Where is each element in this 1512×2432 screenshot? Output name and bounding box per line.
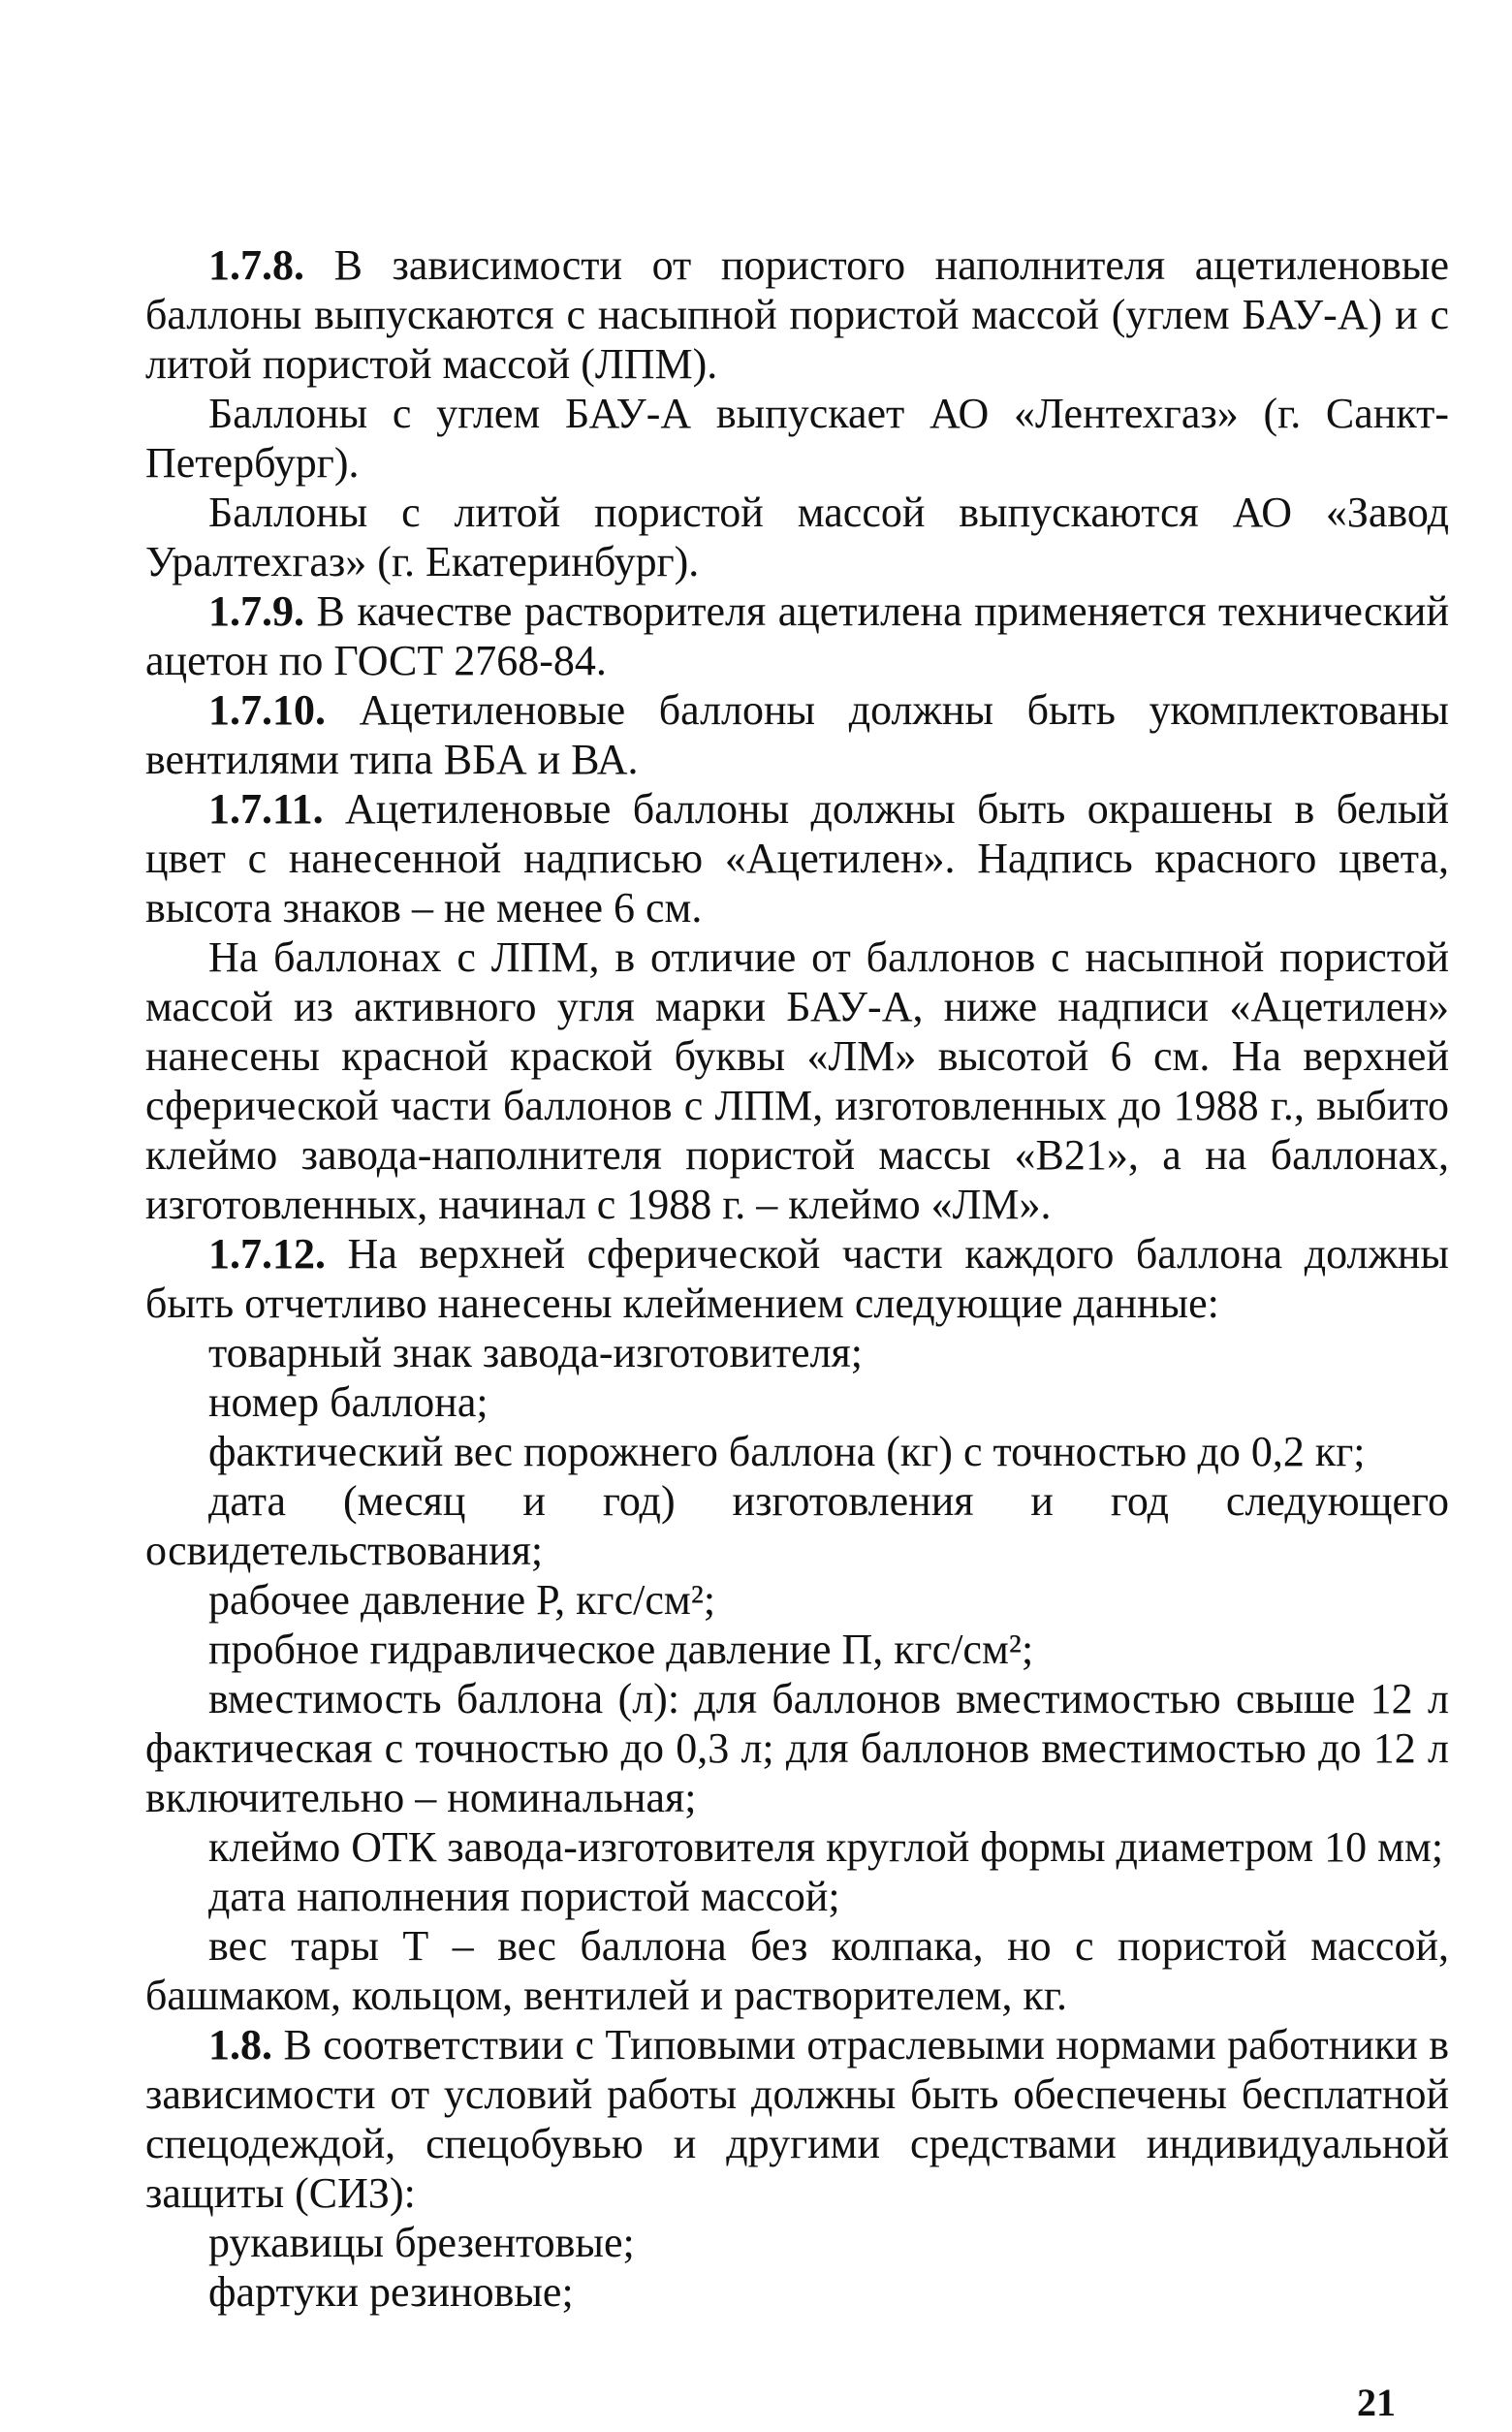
- paragraph-1-7-12: [145, 1229, 1449, 1328]
- list-item-text: фартуки резиновые;: [208, 2268, 574, 2316]
- page-number: 21: [1357, 2381, 1396, 2424]
- paragraph-text: Ацетиленовые баллоны должны быть окрашены в белый цвет с нанесенной надписью «Ацетилен». Надпись красного цвета, высота знаков – не менее 6 см.: [145, 785, 1449, 932]
- list-item: [145, 1625, 1449, 1674]
- list-item-text: фактический вес порожнего баллона (кг) с точностью до 0,2 кг;: [208, 1428, 1366, 1475]
- section-number: 1.7.11.: [208, 785, 324, 833]
- list-item: [145, 1377, 1449, 1427]
- list-item-text: рукавицы брезентовые;: [208, 2219, 635, 2266]
- list-item: [145, 1921, 1449, 2020]
- section-number: 1.7.12.: [208, 1230, 326, 1278]
- list-item: [145, 1674, 1449, 1822]
- paragraph-1-7-11: [145, 784, 1449, 932]
- section-number: 1.7.8.: [208, 241, 304, 289]
- paragraph-text: В зависимости от пористого наполнителя ацетиленовые баллоны выпускаются с насыпной пористой массой (углем БАУ-А) и с литой пористой массой (ЛПМ).: [145, 241, 1449, 388]
- paragraph-lentekhgaz: [145, 389, 1449, 488]
- list-item-text: номер баллона;: [208, 1378, 488, 1426]
- list-item-text: рабочее давление Р, кгс/см²;: [208, 1576, 716, 1624]
- list-item-text: пробное гидравлическое давление П, кгс/см²;: [208, 1626, 1034, 1673]
- list-item: [145, 1822, 1449, 1872]
- paragraph-1-7-9: [145, 586, 1449, 685]
- list-item: [145, 1575, 1449, 1625]
- list-item: [145, 1427, 1449, 1476]
- list-item: [145, 1328, 1449, 1377]
- list-item-text: вместимость баллона (л): для баллонов вместимостью свыше 12 л фактическая с точностью до 0,3 л; для баллонов вместимостью до 12 л включительно – номинальная;: [145, 1675, 1449, 1821]
- list-item: [145, 1476, 1449, 1575]
- paragraph-1-7-8: [145, 240, 1449, 389]
- list-item: [145, 2267, 1449, 2317]
- paragraph-text: На верхней сферической части каждого баллона должны быть отчетливо нанесены клеймением следующие данные:: [145, 1230, 1449, 1327]
- section-number: 1.7.9.: [208, 587, 304, 635]
- paragraph-text: В качестве растворителя ацетилена применяется технический ацетон по ГОСТ 2768-84.: [145, 587, 1449, 684]
- list-item-text: дата наполнения пористой массой;: [208, 1873, 840, 1920]
- paragraph-text: В соответствии с Типовыми отраслевыми нормами работники в зависимости от условий работы должны быть обеспечены бесплатной спецодеждой, спецобувью и другими средствами индивидуальной защиты (СИЗ):: [145, 2021, 1449, 2217]
- paragraph-text: Баллоны с литой пористой массой выпускаются АО «Завод Уралтехгаз» (г. Екатеринбург).: [145, 489, 1449, 585]
- paragraph-uraltekhgaz: [145, 488, 1449, 586]
- list-item-text: дата (месяц и год) изготовления и год следующего освидетельствования;: [145, 1477, 1449, 1574]
- list-item: [145, 2218, 1449, 2267]
- list-item-text: клеймо ОТК завода-изготовителя круглой формы диаметром 10 мм;: [208, 1823, 1444, 1871]
- list-item: [145, 1872, 1449, 1921]
- paragraph-lpm-marking: [145, 932, 1449, 1229]
- paragraph-text: На баллонах с ЛПМ, в отличие от баллонов с насыпной пористой массой из активного угля марки БАУ-А, ниже надписи «Ацетилен» нанесены красной краской буквы «ЛМ» высотой 6 см. На верхней сферической части баллонов с ЛПМ, изготовленных до 1988 г., выбито клеймо завода-наполнителя пористой массы «В21», а на баллонах, изготовленных, начинал с 1988 г. – клеймо «ЛМ».: [145, 933, 1449, 1228]
- paragraph-1-7-10: [145, 685, 1449, 784]
- list-item-text: товарный знак завода-изготовителя;: [208, 1329, 863, 1376]
- paragraph-1-8: [145, 2020, 1449, 2218]
- page-body: [145, 240, 1449, 2317]
- paragraph-text: Ацетиленовые баллоны должны быть укомплектованы вентилями типа ВБА и ВА.: [145, 686, 1449, 783]
- section-number: 1.8.: [208, 2021, 272, 2069]
- section-number: 1.7.10.: [208, 686, 326, 734]
- paragraph-text: Баллоны с углем БАУ-А выпускает АО «Лентехгаз» (г. Санкт-Петербург).: [145, 390, 1449, 487]
- list-item-text: вес тары Т – вес баллона без колпака, но с пористой массой, башмаком, кольцом, вентилей и растворителем, кг.: [145, 1922, 1449, 2019]
